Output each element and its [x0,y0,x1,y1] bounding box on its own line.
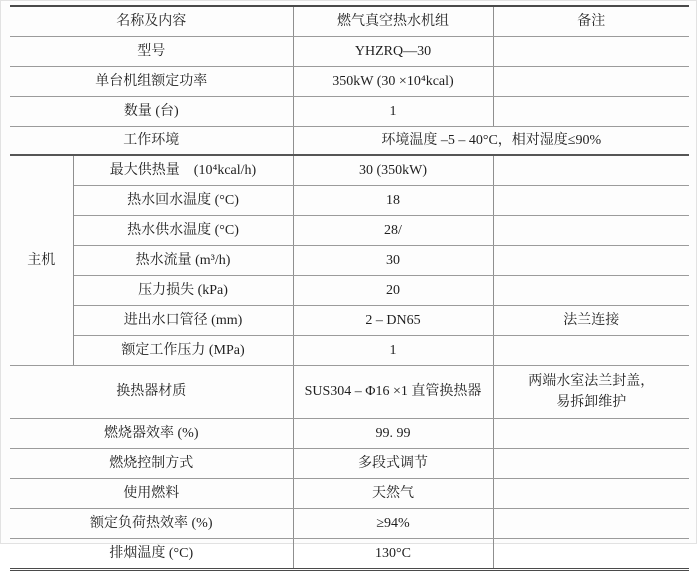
header-name-cell: 名称及内容 [10,6,293,37]
row-label-cell: 热水供水温度 (°C) [73,216,293,246]
row-remark-cell [493,276,689,306]
table-row-rated-working-pressure [10,336,689,366]
table-row-environment [10,127,689,156]
row-value-cell: 20 [293,276,493,306]
row-label-cell: 进出水口管径 (mm) [73,306,293,336]
header-product-cell: 燃气真空热水机组 [293,6,493,37]
header-remark-cell: 备注 [493,6,689,37]
row-value-cell: 130°C [293,539,493,570]
row-remark-cell [493,246,689,276]
table-row-fuel-type [10,479,689,509]
table-row-max-heat-output [10,155,689,186]
table-row-combustion-control [10,449,689,479]
row-label-cell: 换热器材质 [10,366,293,419]
row-label-cell: 工作环境 [10,127,293,156]
row-remark-cell [493,97,689,127]
row-remark-cell [493,37,689,67]
row-remark-cell: 法兰连接 [493,306,689,336]
table-row-quantity [10,97,689,127]
row-remark-cell [493,539,689,570]
row-label-cell: 数量 (台) [10,97,293,127]
table-row-flue-gas-temp [10,539,689,570]
row-value-cell: 28/ [293,216,493,246]
table-row-hot-water-flow [10,246,689,276]
remark-line-1: 两端水室法兰封盖， [528,374,655,389]
row-label-cell: 额定负荷热效率 (%) [10,509,293,539]
row-label-cell: 压力损失 (kPa) [73,276,293,306]
row-label-cell: 热水回水温度 (°C) [73,186,293,216]
row-label-cell: 型号 [10,37,293,67]
row-label-cell: 燃烧控制方式 [10,449,293,479]
row-remark-cell [493,449,689,479]
row-value-cell: 2 – DN65 [293,306,493,336]
row-remark-cell [493,216,689,246]
remark-line-2: 易拆卸维护 [556,395,627,410]
row-remark-cell [493,479,689,509]
table-row-burner-efficiency [10,419,689,449]
row-value-cell: SUS304 – Φ16 ×1 直管换热器 [293,366,493,419]
table-row-supply-water-temp [10,216,689,246]
row-remark-cell [493,419,689,449]
row-remark-cell [493,509,689,539]
table-row-return-water-temp [10,186,689,216]
row-remark-cell [493,366,689,419]
row-value-cell: 18 [293,186,493,216]
row-label-cell: 热水流量 (m³/h) [73,246,293,276]
table-row-exchanger-material [10,366,689,419]
row-remark-cell [493,67,689,97]
table-row-model [10,37,689,67]
row-value-merged-cell: 环境温度 –5 – 40°C，相对湿度≤90% [293,127,689,156]
row-value-cell: YHZRQ—30 [293,37,493,67]
row-value-cell: ≥94% [293,509,493,539]
row-label-cell: 使用燃料 [10,479,293,509]
row-value-cell: 1 [293,97,493,127]
spec-table [10,5,689,571]
row-value-cell: 350kW (30 ×10⁴kcal) [293,67,493,97]
row-value-cell: 30 (350kW) [293,155,493,186]
table-row-pressure-loss [10,276,689,306]
row-value-cell: 30 [293,246,493,276]
host-group-label: 主机 [10,155,73,366]
row-value-cell: 99. 99 [293,419,493,449]
row-label-cell: 燃烧器效率 (%) [10,419,293,449]
row-label-cell: 额定工作压力 (MPa) [73,336,293,366]
row-remark-cell [493,336,689,366]
header-row [10,6,689,37]
row-value-cell: 天然气 [293,479,493,509]
row-label-cell: 最大供热量 (10⁴kcal/h) [73,155,293,186]
row-remark-cell [493,186,689,216]
row-value-cell: 多段式调节 [293,449,493,479]
row-label-cell: 排烟温度 (°C) [10,539,293,570]
row-value-cell: 1 [293,336,493,366]
row-label-cell: 单台机组额定功率 [10,67,293,97]
table-row-rated-power [10,67,689,97]
table-row-rated-load-efficiency [10,509,689,539]
table-row-pipe-diameter [10,306,689,336]
row-remark-cell [493,155,689,186]
